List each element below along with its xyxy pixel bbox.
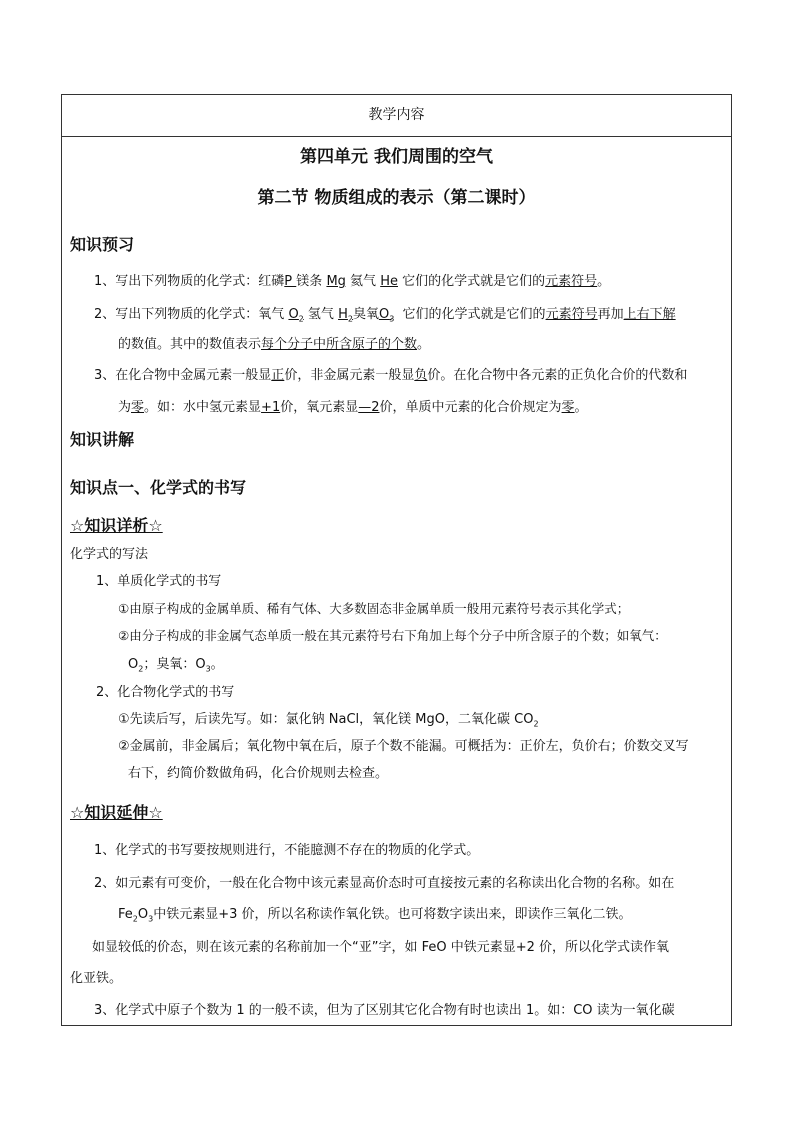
knowledge-point-1: 知识点一、化学式的书写 bbox=[70, 478, 247, 497]
answer: 元素符号 bbox=[545, 307, 598, 322]
answer: 零 bbox=[561, 400, 575, 415]
analysis-s1a: ①由原子构成的金属单质、稀有气体、大多数固态非金属单质一般用元素符号表示其化学式； bbox=[118, 601, 630, 616]
answer: 负 bbox=[414, 368, 428, 383]
answer: P bbox=[284, 274, 297, 289]
answer: $O_3$ bbox=[378, 307, 395, 324]
extension-e3: 如显较低的价态，则在该元素的名称前加一个“亚”字，如 FeO 中铁元素显+2 价，所以化学式读作氧 bbox=[92, 940, 670, 955]
preview-q1: 1、写出下列物质的化学式：红磷P 镁条 Mg 氦气 He 它们的化学式就是它们的元素符号。 bbox=[94, 274, 611, 289]
extension-e3-line2: 化亚铁。 bbox=[70, 971, 123, 986]
extension-e2-line2: $Fe_2O_3$中铁元素显+3 价，所以名称读作氧化铁。也可将数字读出来，即读作三氧化二铁。 bbox=[118, 907, 632, 924]
preview-q2-line2: 的数值。其中的数值表示每个分子中所含原子的个数。 bbox=[118, 337, 431, 352]
answer: 每个分子中所含原子的个数 bbox=[261, 337, 418, 352]
answer: 上右下解 bbox=[623, 307, 676, 322]
analysis-s1: 1、单质化学式的书写 bbox=[96, 574, 222, 589]
answer: 元素符号 bbox=[545, 274, 598, 289]
answer: He bbox=[380, 274, 398, 289]
answer: $H_2$ bbox=[338, 307, 353, 324]
content-table bbox=[61, 94, 732, 1026]
answer: 零 bbox=[131, 400, 145, 415]
answer: —2 bbox=[358, 400, 380, 415]
analysis-s1b-line2: $O_2$；臭氧：$O_3$。 bbox=[128, 657, 224, 674]
analysis-s2a: ①先读后写，后读先写。如：氯化钠 NaCl，氧化镁 MgO，二氧化碳 $CO_2$ bbox=[118, 712, 539, 729]
table-header bbox=[62, 95, 731, 137]
extension-e2: 2、如元素有可变价，一般在化合物中该元素显高价态时可直接按元素的名称读出化合物的名称。如在 bbox=[94, 876, 675, 891]
answer: +1 bbox=[261, 400, 281, 415]
extension-e1: 1、化学式的书写要按规则进行，不能臆测不存在的物质的化学式。 bbox=[94, 843, 480, 858]
answer: $O_2$ bbox=[288, 307, 304, 324]
analysis-s2b-line2: 右下，约简价数做角码，化合价规则去检查。 bbox=[128, 766, 389, 781]
analysis-s2: 2、化合物化学式的书写 bbox=[96, 685, 235, 700]
analysis-s2b: ②金属前，非金属后；氧化物中氧在后，原子个数不能漏。可概括为：正价左，负价右；价数交叉写 bbox=[118, 739, 689, 754]
preview-q2: 2、写出下列物质的化学式：氧气 $O_2$ 氢气 $H_2$臭氧$O_3$ 它们的化学式就是它们的元素符号再加上右下解 bbox=[94, 307, 676, 324]
preview-q3: 3、在化合物中金属元素一般显正价，非金属元素一般显负价。在化合物中各元素的正负化合价的代数和 bbox=[94, 368, 688, 383]
header-title: 教学内容 bbox=[368, 107, 425, 123]
extension-heading: ☆知识延伸☆ bbox=[70, 803, 163, 822]
answer: Mg bbox=[326, 274, 346, 289]
analysis-intro: 化学式的写法 bbox=[70, 547, 149, 562]
analysis-s1b: ②由分子构成的非金属气态单质一般在其元素符号右下角加上每个分子中所含原子的个数；如氧气： bbox=[118, 628, 667, 643]
answer: 正 bbox=[271, 368, 285, 383]
preview-heading: 知识预习 bbox=[70, 235, 135, 254]
unit-title: 第四单元 我们周围的空气 bbox=[300, 147, 493, 167]
lecture-heading: 知识讲解 bbox=[70, 430, 135, 449]
section-title: 第二节 物质组成的表示（第二课时） bbox=[257, 188, 536, 208]
analysis-heading: ☆知识详析☆ bbox=[70, 516, 163, 535]
extension-e4: 3、化学式中原子个数为 1 的一般不读，但为了区别其它化合物有时也读出 1。如：CO 读为一氧化碳 bbox=[94, 1003, 675, 1018]
preview-q3-line2: 为零。如：水中氢元素显+1价，氧元素显—2价，单质中元素的化合价规定为零。 bbox=[118, 400, 588, 415]
